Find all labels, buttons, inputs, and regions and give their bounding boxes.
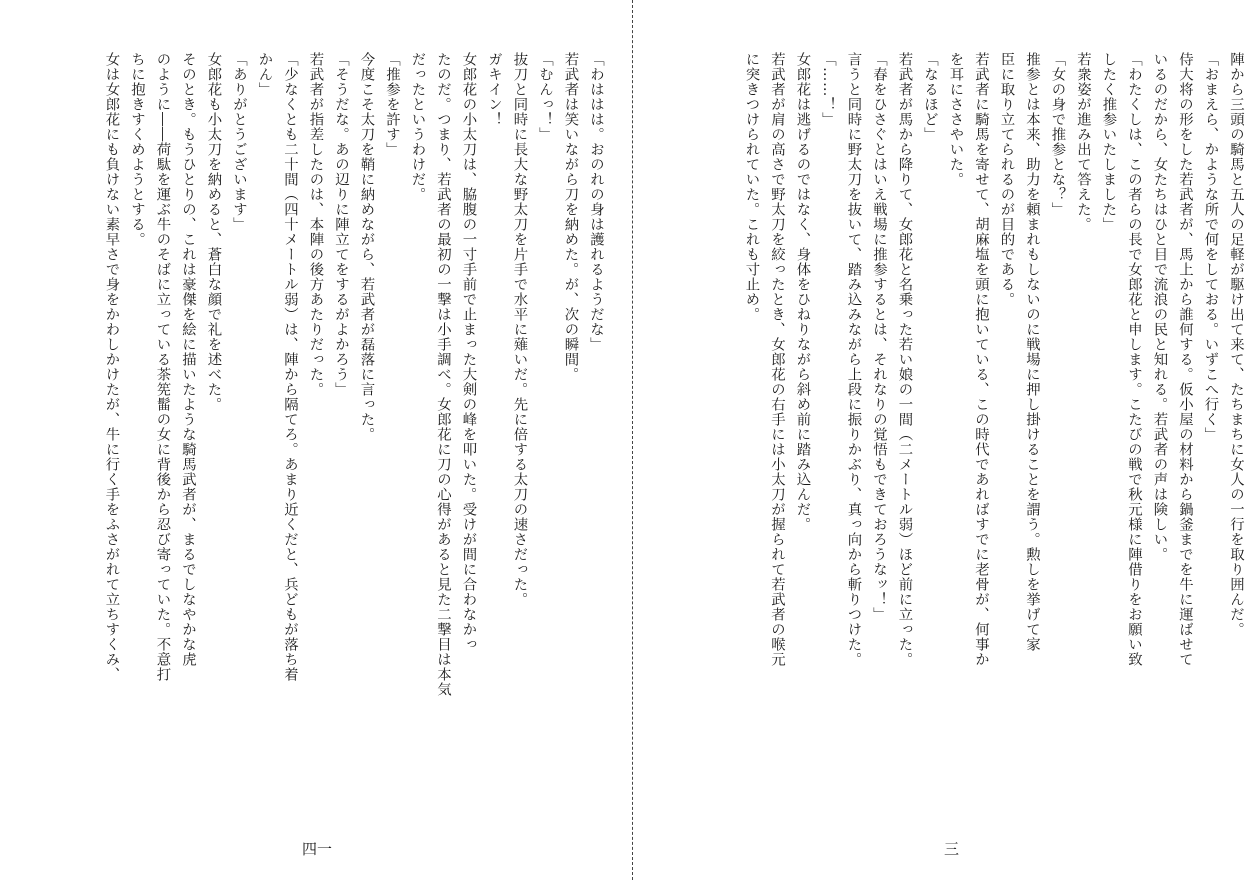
text-line: そのとき。もうひとりの、これは豪傑を絵に描いたような騎馬武者が、まるでしなやかな虎 (180, 52, 196, 667)
text-line: を耳にささやいた。 (947, 52, 964, 187)
text-line: のように――荷駄を運ぶ牛のそばに立っている茶筅髷の女に背後から忍び寄っていた。不意打 (154, 52, 171, 682)
page-divider (632, 0, 633, 880)
text-line: 「そうだな。あの辺りに陣立てをするがよかろう」 (333, 52, 349, 397)
text-line: ちに抱きすくめようとする。 (129, 52, 145, 247)
text-line: いるのだから、女たちはひと目で流浪の民と知れる。若武者の声は険しい。 (1151, 52, 1168, 562)
text-line: 「わははは。おのれの身は護れるようだな」 (588, 52, 604, 352)
text-line: 「ありがとうございます」 (231, 52, 247, 232)
text-line: 若武者に騎馬を寄せて、胡麻塩を頭に抱いている、この時代であればすでに老骨が、何事か (973, 52, 989, 667)
text-line: に突きつけられていた。これも寸止め。 (743, 52, 760, 322)
text-line: したく推参いたしました」 (1100, 52, 1117, 232)
text-line: 「むんっ！」 (537, 52, 553, 142)
text-line: 女郎花の小太刀は、脇腹の一寸手前で止まった大剣の峰を叩いた。受けが間に合わなかっ (460, 52, 477, 652)
text-line: 若衆姿が進み出て答えた。 (1075, 52, 1091, 232)
text-line: 「なるほど」 (922, 52, 938, 142)
right-page (634, 0, 1260, 880)
text-line: 「女の身で推参とな？」 (1049, 52, 1066, 217)
text-line: 若武者が馬から降りて、女郎花と名乗った若い娘の一間（二メートル弱）ほど前に立った。 (896, 52, 913, 667)
text-line: 「春をひさぐとはいえ戦場に推参するとは、それなりの覚悟もできておろうなッ！」 (871, 52, 887, 622)
text-line: 「……！」 (820, 52, 836, 127)
text-line: 言うと同時に野太刀を抜いて、踏み込みながら上段に振りかぶり、真っ向から斬りつけた。 (845, 52, 862, 667)
text-line: 抜刀と同時に長大な野太刀を片手で水平に薙いだ。先に倍する太刀の速さだった。 (511, 52, 528, 607)
text-line: 臣に取り立てられるのが目的である。 (998, 52, 1015, 307)
text-line: 侍大将の形をした若武者が、馬上から誰何する。仮小屋の材料から鍋釜までを牛に運ばせて (1177, 52, 1193, 667)
right-page-text (738, 52, 1248, 772)
text-line: 女は女郎花にも負けない素早さで身をかわしかけたが、牛に行く手をふさがれて立ちすくみ、 (103, 52, 120, 682)
page-number: 三 (944, 840, 960, 858)
text-line: 若武者が肩の高さで野太刀を絞ったとき、女郎花の右手には小太刀が握られて若武者の喉元 (769, 52, 785, 667)
left-page-text (98, 52, 608, 772)
text-line: 若武者が指差したのは、本陣の後方あたりだった。 (307, 52, 324, 397)
text-line: だったというわけだ。 (409, 52, 426, 202)
text-line: 若武者は笑いながら刀を納めた。が、次の瞬間。 (562, 52, 579, 382)
text-line: かん」 (256, 52, 273, 97)
text-line: 女郎花は逃げるのではなく、身体をひねりながら斜め前に踏み込んだ。 (794, 52, 811, 532)
text-line: 「わたくしは、この者らの長で女郎花と申します。こたびの戦で秋元様に陣借りをお願い致 (1126, 52, 1142, 667)
text-line: 陣から三頭の騎馬と五人の足軽が駆け出て来て、たちまちに女人の一行を取り囲んだ。 (1228, 52, 1244, 637)
text-line: 推参とは本来、助力を頼まれもしないのに戦場に押し掛けることを謂う。勲しを挙げて家 (1024, 52, 1040, 652)
text-line: たのだ。つまり、若武者の最初の一撃は小手調べ。女郎花に刀の心得があると見た二撃目は本気 (435, 52, 451, 697)
text-line: 「おまえら、かような所で何をしておる。いずこへ行く」 (1202, 52, 1219, 442)
text-line: 「少なくとも二十間（四十メートル弱）は、陣から隔てろ。あまり近くだと、兵どもが落ち着 (282, 52, 298, 682)
text-line: 今度こそ太刀を鞘に納めながら、若武者が磊落に言った。 (358, 52, 375, 442)
text-line: ガキイン！ (486, 52, 502, 127)
text-line: 「推参を許す」 (384, 52, 400, 157)
page-number: 四一 (302, 840, 333, 858)
text-line: 女郎花も小太刀を納めると、蒼白な顔で礼を述べた。 (205, 52, 222, 412)
